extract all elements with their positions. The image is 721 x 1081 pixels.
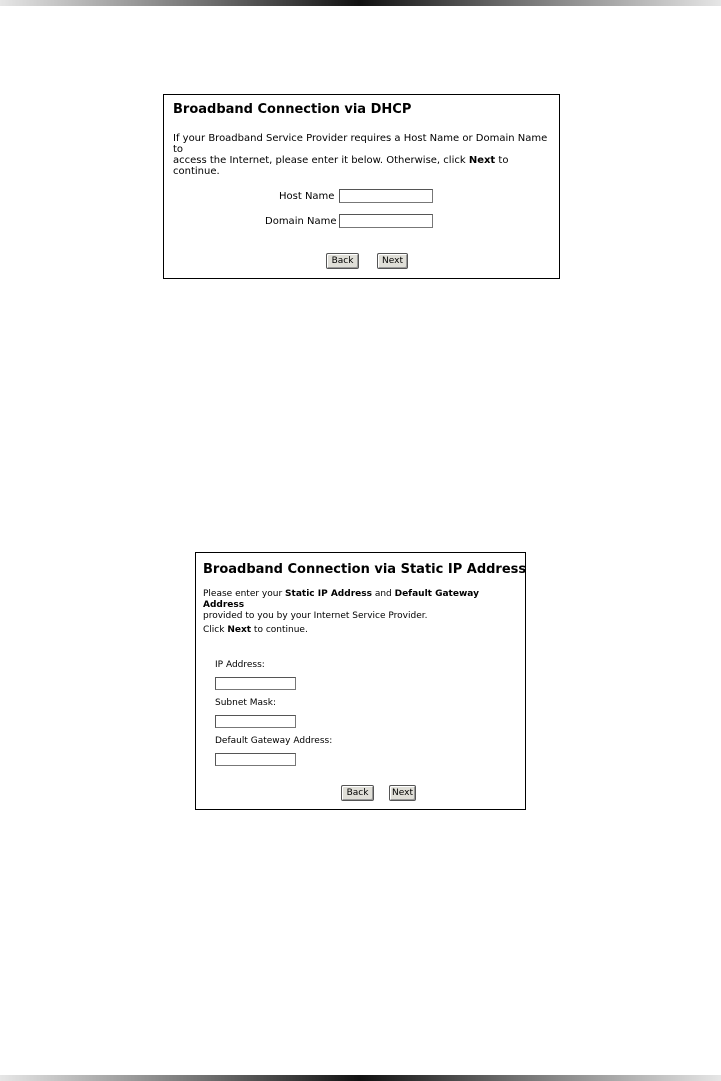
- static-ip-connection-panel: [195, 552, 526, 810]
- subnet-mask-input[interactable]: [215, 715, 296, 728]
- static-ip-click-next-hint: Click Next to continue.: [203, 625, 308, 635]
- bottom-edge-bar: [0, 1075, 721, 1081]
- static-ip-back-button[interactable]: Back: [341, 785, 374, 801]
- static-ip-panel-title: Broadband Connection via Static IP Address: [203, 562, 527, 577]
- ip-address-input[interactable]: [215, 677, 296, 690]
- dhcp-panel-title: Broadband Connection via DHCP: [173, 102, 412, 117]
- domain-name-label: Domain Name: [265, 216, 337, 227]
- ip-address-label: IP Address:: [215, 660, 265, 670]
- dhcp-back-button[interactable]: Back: [326, 253, 359, 269]
- dhcp-connection-panel: [163, 94, 560, 279]
- host-name-input[interactable]: [339, 189, 433, 203]
- top-edge-bar: [0, 0, 721, 6]
- subnet-mask-label: Subnet Mask:: [215, 698, 276, 708]
- default-gateway-label: Default Gateway Address:: [215, 736, 333, 746]
- static-ip-intro: Please enter your Static IP Address and Default Gateway Address provided to you by your Internet Service Provider.: [203, 589, 479, 621]
- domain-name-input[interactable]: [339, 214, 433, 228]
- dhcp-description: If your Broadband Service Provider requires a Host Name or Domain Name to access the Internet, please enter it below. Otherwise, click Next to continue.: [173, 133, 548, 177]
- host-name-label: Host Name: [279, 191, 335, 202]
- default-gateway-input[interactable]: [215, 753, 296, 766]
- dhcp-next-button[interactable]: Next: [377, 253, 408, 269]
- static-ip-next-button[interactable]: Next: [389, 785, 416, 801]
